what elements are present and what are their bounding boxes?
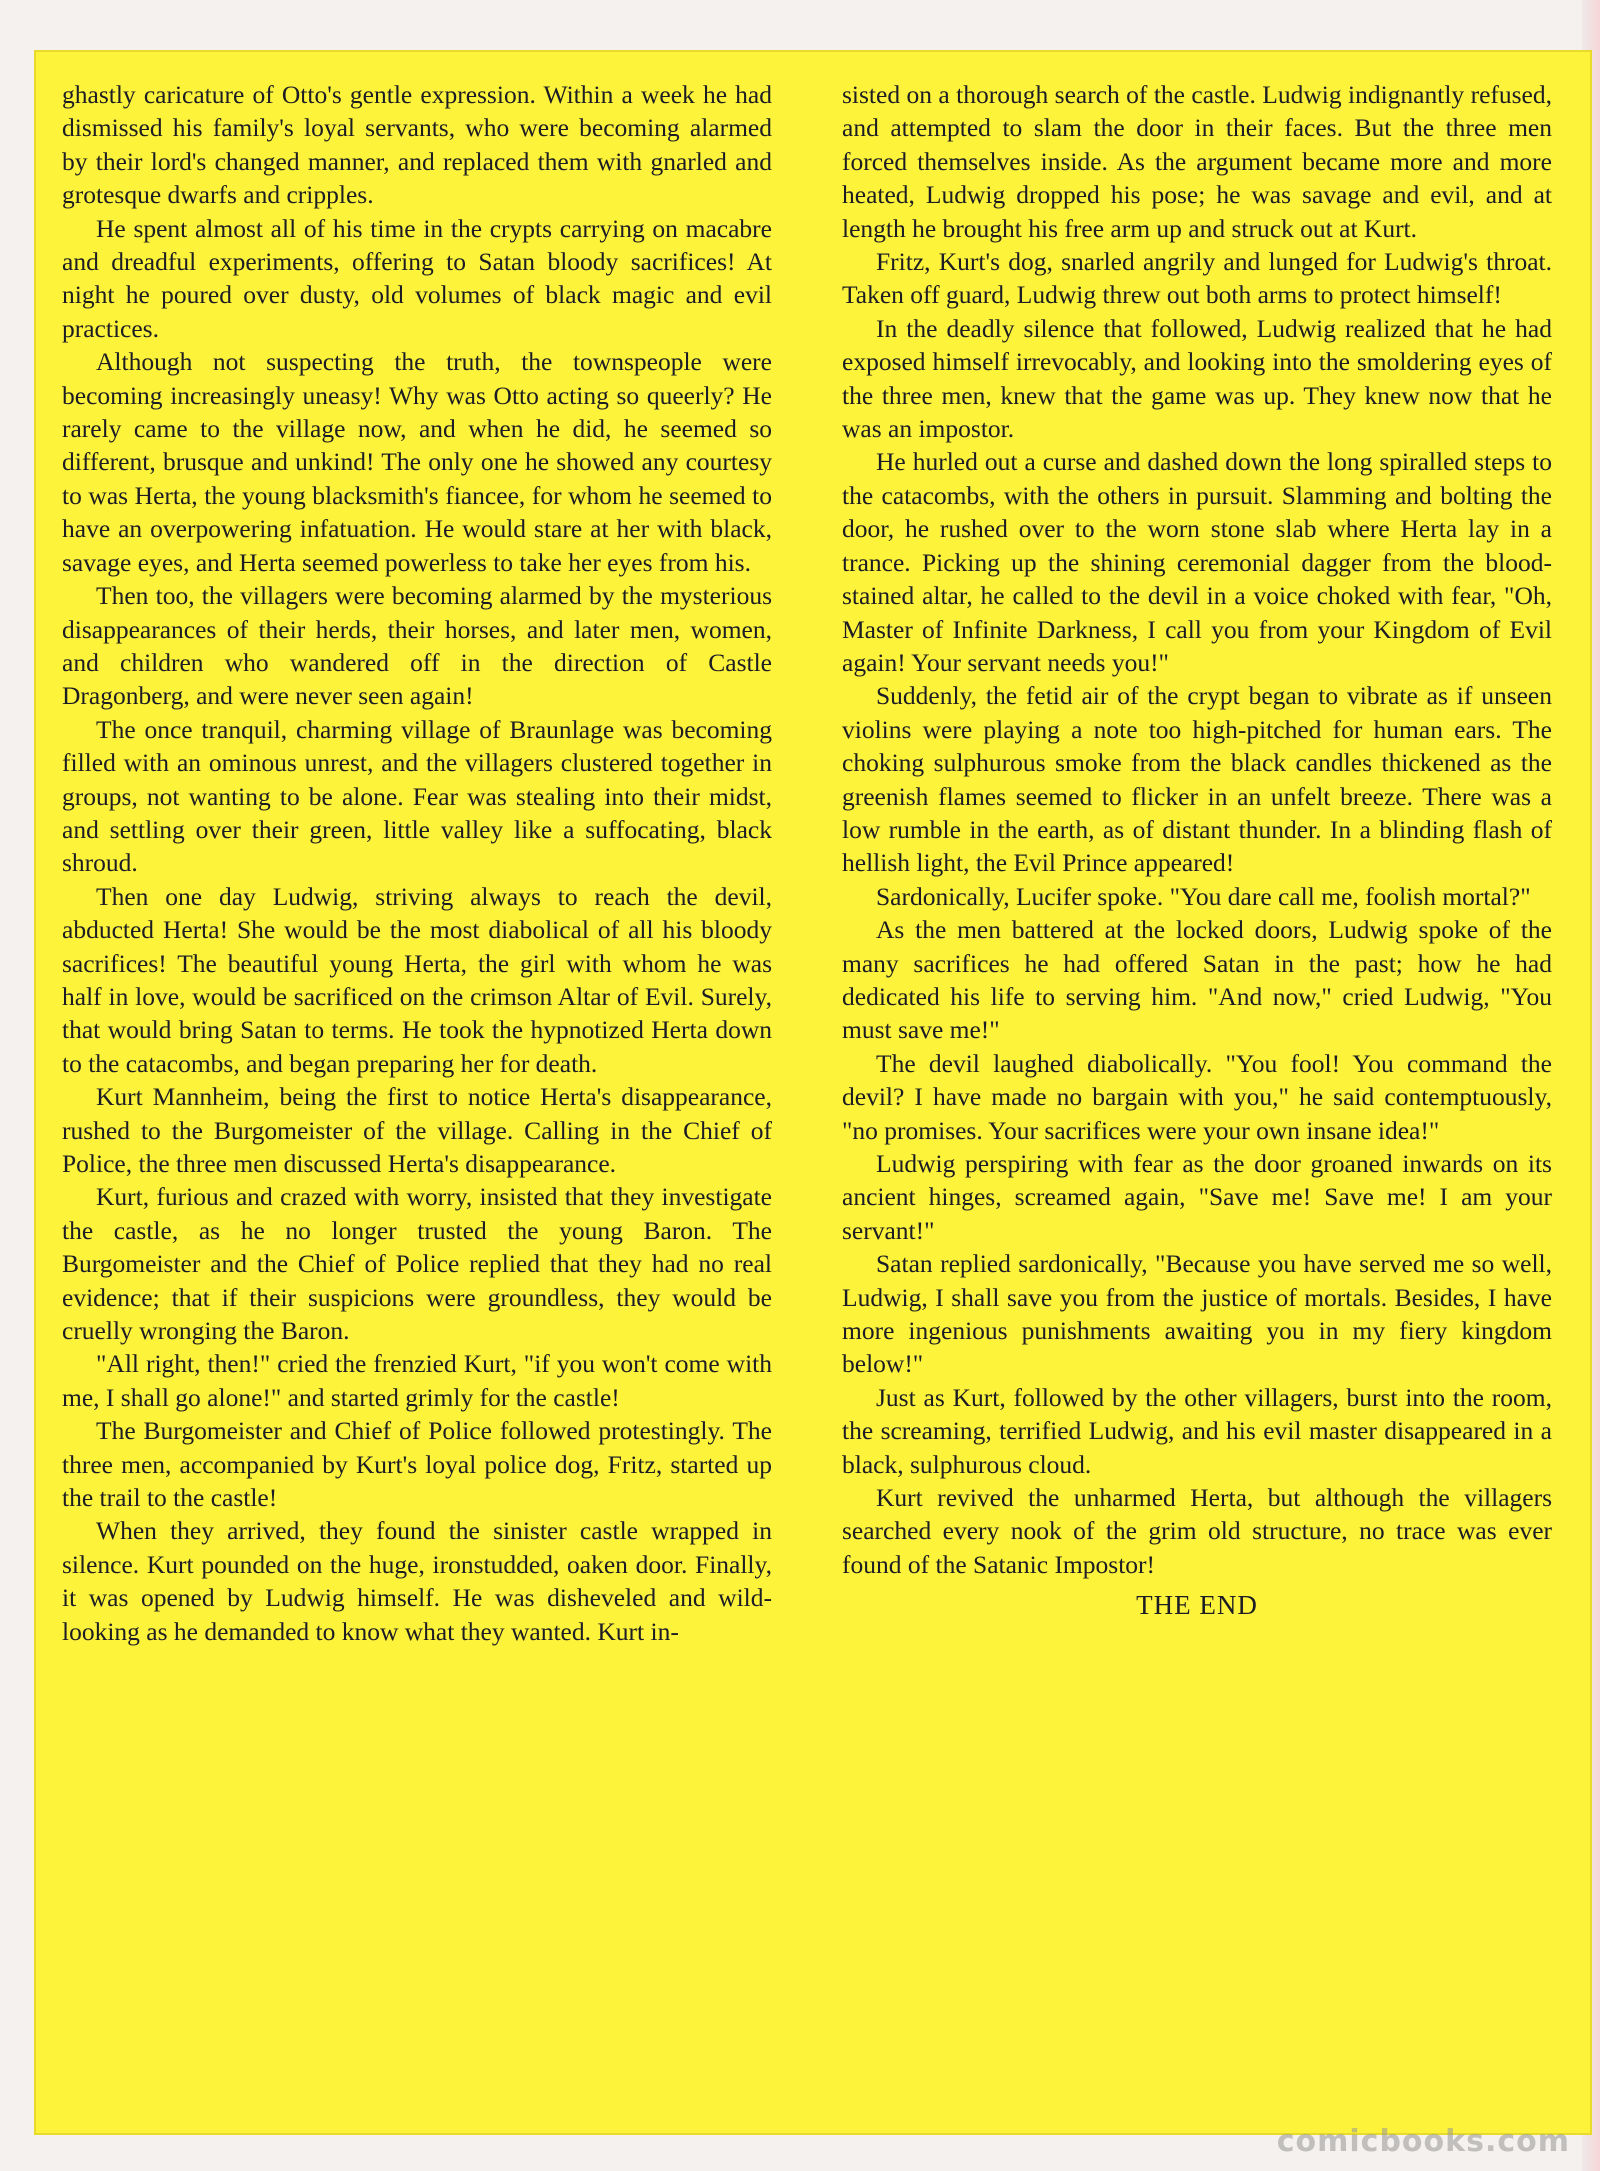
paragraph: As the men battered at the locked doors, Ludwig spoke of the many sacrifices he had offered Satan in the past; how he had dedicated his life to serving him. "And now," cried Ludwig, "You must save me!" — [842, 915, 1552, 1045]
paragraph: Sardonically, Lucifer spoke. "You dare call me, foolish mortal?" — [876, 881, 1531, 911]
paragraph: Then too, the villagers were becoming alarmed by the mysterious disappearances of their herds, their horses, and later men, women, and children who wandered off in the direction of Castle Dragonberg, and were never seen again! — [62, 581, 772, 711]
paragraph: Although not suspecting the truth, the townspeople were becoming increasingly uneasy! Why was Otto acting so queerly? He rarely came to the village now, and when he did, he seemed so different, brusque and unkind! The only one he showed any courtesy to was Herta, the young blacksmith's fiancee, for whom he seemed to have an overpowering infatuation. He would stare at her with black, savage eyes, and Herta seemed powerless to take her eyes from his. — [62, 347, 772, 577]
paragraph: sisted on a thorough search of the castle. Ludwig indignantly refused, and attempted to slam the door in their faces. But the three men forced themselves inside. As the argument became more and more heated, Ludwig dropped his pose; he was savage and evil, and at length he brought his free arm up and struck out at Kurt. — [842, 80, 1552, 243]
right-column — [842, 78, 1552, 2113]
paragraph: ghastly caricature of Otto's gentle expression. Within a week he had dismissed his family's loyal servants, who were becoming alarmed by their lord's changed manner, and replaced them with gnarled and grotesque dwarfs and cripples. — [62, 80, 772, 210]
paragraph: Just as Kurt, followed by the other villagers, burst into the room, the screaming, terrified Ludwig, and his evil master disappeared in a black, sulphurous cloud. — [842, 1382, 1552, 1479]
paragraph: Then one day Ludwig, striving always to reach the devil, abducted Herta! She would be the most diabolical of all his bloody sacrifices! The beautiful young Herta, the girl with whom he was half in love, would be sacrificed on the crimson Altar of Evil. Surely, that would bring Satan to terms. He took the hypnotized Herta down to the catacombs, and began preparing her for death. — [62, 881, 772, 1078]
paragraph: The once tranquil, charming village of Braunlage was becoming filled with an ominous unrest, and the villagers clustered together in groups, not wanting to be alone. Fear was stealing into their midst, and settling over their green, little valley like a suffocating, black shroud. — [62, 714, 772, 878]
the-end-label: THE END — [1136, 1590, 1258, 1621]
paragraph: When they arrived, they found the sinister castle wrapped in silence. Kurt pounded on the huge, ironstudded, oaken door. Finally, it was opened by Ludwig himself. He was disheveled and wild-looking as he demanded to know what they wanted. Kurt in- — [62, 1516, 772, 1646]
paragraph: The Burgomeister and Chief of Police followed protestingly. The three men, accompanied by Kurt's loyal police dog, Fritz, started up the trail to the castle! — [62, 1416, 772, 1513]
text-columns — [62, 78, 1552, 2113]
paragraph: He hurled out a curse and dashed down the long spiralled steps to the catacombs, with the others in pursuit. Slamming and bolting the door, he rushed over to the worn stone slab where Herta lay in a trance. Picking up the shining ceremonial dagger from the blood-stained altar, he called to the devil in a voice choked with fear, "Oh, Master of Infinite Darkness, I call you from your Kingdom of Evil again! Your servant needs you!" — [842, 447, 1552, 677]
paragraph: Kurt Mannheim, being the first to notice Herta's disappearance, rushed to the Burgomeister of the village. Calling in the Chief of Police, the three men discussed Herta's disappearance. — [62, 1082, 772, 1178]
paragraph: He spent almost all of his time in the crypts carrying on macabre and dreadful experiments, offering to Satan bloody sacrifices! At night he poured over dusty, old volumes of black magic and evil practices. — [62, 213, 772, 343]
left-column — [62, 78, 772, 2113]
paragraph: The devil laughed diabolically. "You fool! You command the devil? I have made no bargain with you," he said contemptuously, "no promises. Your sacrifices were your own insane idea!" — [842, 1048, 1552, 1145]
watermark: comicbooks.com — [1276, 2124, 1570, 2159]
paragraph: Satan replied sardonically, "Because you have served me so well, Ludwig, I shall save you from the justice of mortals. Besides, I have more ingenious punishments awaiting you in my fiery kingdom below!" — [842, 1249, 1552, 1379]
paragraph: In the deadly silence that followed, Ludwig realized that he had exposed himself irrevocably, and looking into the smoldering eyes of the three men, knew that the game was up. They knew now that he was an impostor. — [842, 313, 1552, 444]
paragraph: Ludwig perspiring with fear as the door groaned inwards on its ancient hinges, screamed again, "Save me! Save me! I am your servant!" — [842, 1149, 1552, 1245]
paragraph: Fritz, Kurt's dog, snarled angrily and lunged for Ludwig's throat. Taken off guard, Ludwig threw out both arms to protect himself! — [842, 247, 1552, 310]
paragraph: Kurt, furious and crazed with worry, insisted that they investigate the castle, as he no longer trusted the young Baron. The Burgomeister and the Chief of Police replied that they had no real evidence; that if their suspicions were groundless, they would be cruelly wronging the Baron. — [62, 1182, 772, 1346]
paragraph: Suddenly, the fetid air of the crypt began to vibrate as if unseen violins were playing a note too high-pitched for human ears. The choking sulphurous smoke from the black candles thickened as the greenish flames seemed to flicker in an unfelt breeze. There was a low rumble in the earth, as of distant thunder. In a blinding flash of hellish light, the Evil Prince appeared! — [842, 681, 1552, 878]
paragraph: "All right, then!" cried the frenzied Kurt, "if you won't come with me, I shall go alone!" and started grimly for the castle! — [62, 1349, 772, 1412]
paragraph: Kurt revived the unharmed Herta, but although the villagers searched every nook of the grim old structure, no trace was ever found of the Satanic Impostor! — [842, 1483, 1552, 1579]
